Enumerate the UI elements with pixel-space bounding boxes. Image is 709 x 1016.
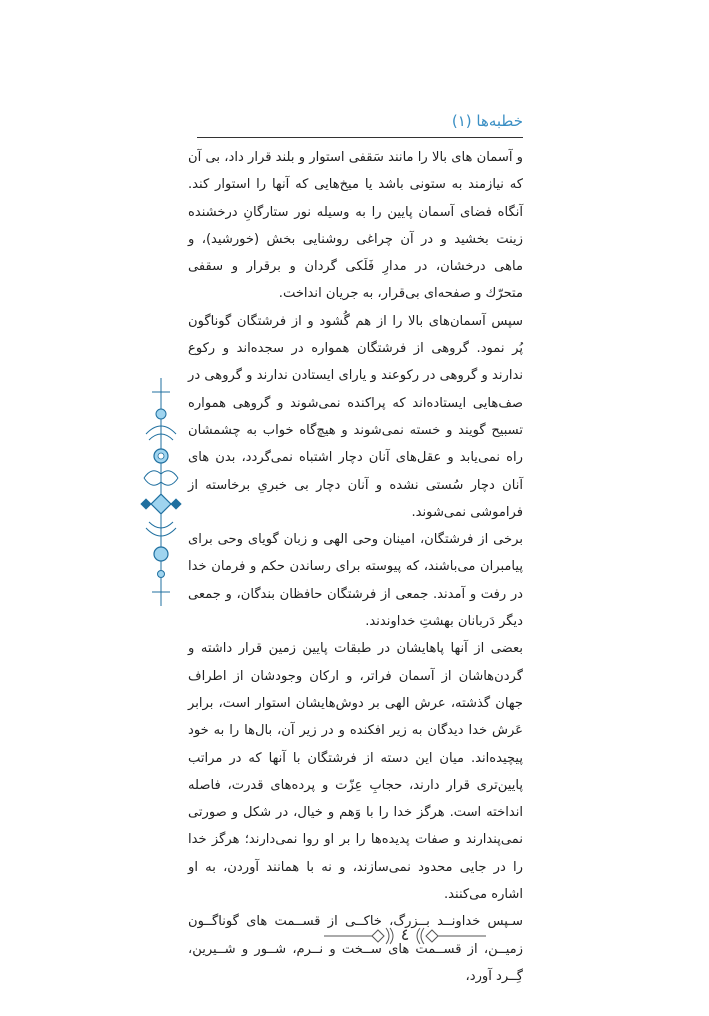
body-text (188, 144, 523, 984)
paragraph: بعضی از آنها پاهایشان در طبقات پایین زمین قرار داشته و گردن‌هاشان از آسمان فراتر، و ارکان وجودشان از اطراف جهان گذشته، عرش الهی بر دوش‌هایشان استوار است، برابر عَرش خدا دیدگان به زیر افکنده و در زیر آن، بال‌ها را به خود پیچیده‌اند. میان این دسته از فرشتگان با آنها که در مراتب پایین‌تری قرار دارند، حجابِ عِزّت و پرده‌های قدرت، فاصله انداخته است. هرگز خدا را با وَهم و خیال، در شکل و صورتی نمی‌پندارند و صفات پدیده‌ها را بر او روا نمی‌دارند؛ هرگز خدا را در جایی محدود نمی‌سازند، و نه با همانند آوردن، به او اشاره می‌کنند. (188, 641, 523, 903)
margin-ornament-icon (138, 378, 184, 606)
chapter-title: خطبه‌ها (۱) (451, 112, 523, 130)
paragraph: و آسمان های بالا را مانند سَقفی استوار و بلند قرار داد، بی آن که نیازمند به ستونی باشد یا میخ‌هایی که آنها را استوار کند. آنگاه فضای آسمان پایین را به وسیله نور ستارگانِ درخشنده زینت بخشید و در آن چراغی روشنایی بخش (خورشید)، و ماهی درخشان، در مدارِ فَلَکی گردان و برقرار و سقفی متحرّك و صفحه‌ای بی‌قرار، به جریان انداخت. (188, 150, 523, 302)
running-header (197, 112, 523, 136)
paragraph: سـپس خداونــد بــزرگ، خاکــی از قســمت های گوناگــون زمیــن، از قســمت های ســخت و نــرم، شــور و شــیرین، گِــرد آورد، (188, 914, 523, 984)
page-number: ٤ (400, 925, 410, 944)
paragraph: برخی از فرشتگان، امینان وحی الهی و زبان گویای وحی برای پیامبران می‌باشند، که پیوسته برای رساندن حکم و فرمان خدا در رفت و آمدند. جمعی از فرشتگان حافظان بندگان، و جمعی دیگر دَربانان بهشتِ خداوندند. (188, 532, 523, 630)
page-footer (320, 922, 490, 950)
paragraph: سپس آسمان‌های بالا را از هم گُشود و از فرشتگان گوناگون پُر نمود. گروهی از فرشتگان همواره در سجده‌اند و رکوع ندارند و گروهی در رکوعند و یارای ایستادن ندارند و گروهی در صف‌هایی ایستاده‌اند که پراکنده نمی‌شوند و گروهی همواره تسبیح گویند و خسته نمی‌شوند و هیچ‌گاه خواب به چشمشان راه نمی‌یابد و عقل‌های آنان دچار اشتباه نمی‌گردد، بدن های آنان دچار سُستی نشده و آنان دچار بی خبریِ برخاسته از فراموشی نمی‌شوند. (188, 313, 523, 520)
header-divider (197, 137, 523, 138)
